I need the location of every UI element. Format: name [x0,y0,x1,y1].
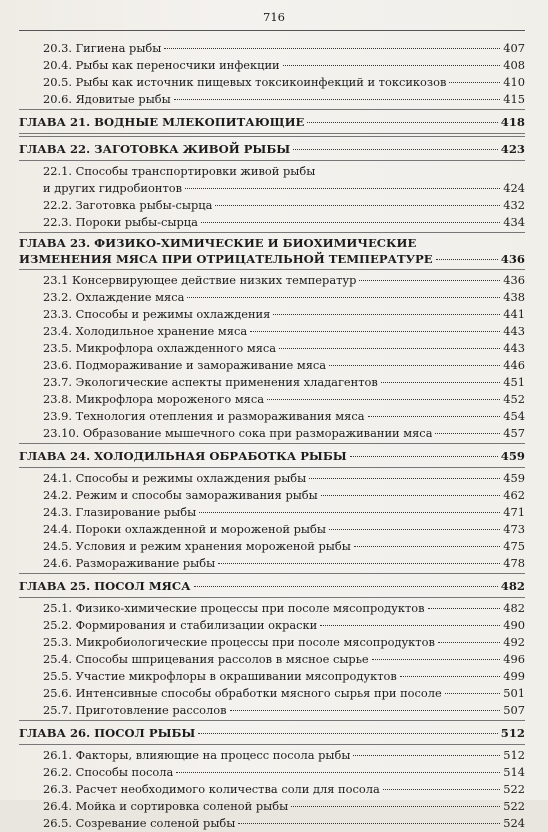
dot-leader [309,478,500,479]
toc-entry-title: 22.3. Пороки рыбы-сырца [43,215,198,229]
toc-section-row [19,521,525,538]
dot-leader [372,659,500,660]
toc-page-number: 522 [503,799,525,813]
toc-section-row [19,781,525,798]
chapter-separator [19,269,525,270]
toc-entry-title: 20.3. Гигиена рыбы [43,41,162,55]
dot-leader [428,608,500,609]
chapter-separator [19,232,525,233]
dot-leader [329,365,500,366]
chapter-separator [19,136,525,137]
toc-section-row [19,685,525,702]
dot-leader [174,99,500,100]
toc-page-number: 524 [503,816,525,830]
toc-section-row [19,747,525,764]
toc-page-number: 451 [503,375,525,389]
chapter-separator [19,720,525,721]
toc-page-number: 512 [500,726,525,740]
dot-leader [350,456,498,457]
toc-entry-title: 22.2. Заготовка рыбы-сырца [43,198,213,212]
toc-page-number: 459 [503,471,525,485]
dot-leader [383,789,500,790]
toc-page-number: 522 [503,782,525,796]
toc-page-number: 436 [500,252,525,266]
toc-section-row [19,214,525,231]
dot-leader [329,529,500,530]
toc-section-row [19,408,525,425]
toc-entry-title: 20.6. Ядовитые рыбы [43,92,171,106]
toc-page-number: 446 [503,358,525,372]
toc-page-number: 482 [503,601,525,615]
toc-entry-title: 25.1. Физико-химические процессы при посоле мясопродуктов [43,601,425,615]
toc-section-row [19,668,525,685]
toc-page-number: 436 [503,273,525,287]
dot-leader [321,495,500,496]
toc-entry-title: 23.1 Консервирующее действие низких температур [43,273,357,287]
toc-section-row [19,272,525,289]
toc-section-row [19,57,525,74]
toc-page-number: 443 [503,324,525,338]
toc-section-row [19,197,525,214]
toc-page-number: 462 [503,488,525,502]
toc-section-row [19,600,525,617]
dot-leader [353,755,500,756]
table-of-contents [19,40,525,832]
toc-section-row [19,798,525,815]
dot-leader [194,586,498,587]
toc-entry-title: 25.5. Участие микрофлоры в окрашивании мясопродуктов [43,669,397,683]
toc-page-number: 407 [503,41,525,55]
toc-page-number: 459 [500,449,525,463]
toc-entry-title: 26.3. Расчет необходимого количества соли для посола [43,782,380,796]
dot-leader [215,205,500,206]
toc-entry-title: 23.6. Подмораживание и замораживание мяса [43,358,327,372]
toc-entry-title: ГЛАВА 24. ХОЛОДИЛЬНАЯ ОБРАБОТКА РЫБЫ [19,449,347,463]
toc-section-row [19,357,525,374]
toc-entry-title: 25.2. Формирования и стабилизации окраски [43,618,318,632]
toc-entry-title: 23.8. Микрофлора мороженого мяса [43,392,265,406]
toc-page-number: 415 [503,92,525,106]
toc-section-row [19,815,525,832]
toc-chapter-row [19,139,525,159]
toc-section-row [19,91,525,108]
dot-leader [320,625,500,626]
dot-leader [238,823,500,824]
toc-entry-title: 25.6. Интенсивные способы обработки мясного сырья при посоле [43,686,442,700]
toc-section-row [19,702,525,719]
dot-leader [381,382,500,383]
toc-page-number: 482 [500,579,525,593]
toc-chapter-row [19,235,525,251]
toc-page-number: 452 [503,392,525,406]
toc-entry-title: 25.7. Приготовление рассолов [43,703,227,717]
toc-entry-title: ГЛАВА 21. ВОДНЫЕ МЛЕКОПИТАЮЩИЕ [19,115,305,129]
toc-section-row [19,425,525,442]
toc-entry-title: 24.6. Размораживание рыбы [43,556,216,570]
toc-page-number: 432 [503,198,525,212]
toc-entry-title: 26.5. Созревание соленой рыбы [43,816,236,830]
toc-entry-title: 26.2. Способы посола [43,765,174,779]
chapter-separator [19,160,525,161]
dot-leader [218,563,500,564]
toc-entry-title: 25.4. Способы шприцевания рассолов в мясное сырье [43,652,369,666]
dot-leader [201,222,500,223]
toc-section-row [19,289,525,306]
dot-leader [164,48,500,49]
toc-page-number: 408 [503,58,525,72]
toc-page-number: 501 [503,686,525,700]
dot-leader [283,65,500,66]
toc-entry-title: 24.3. Глазирование рыбы [43,505,197,519]
dot-leader [250,331,500,332]
toc-chapter-row [19,251,525,268]
toc-page-number: 471 [503,505,525,519]
dot-leader [198,733,497,734]
chapter-separator [19,573,525,574]
toc-entry-title: 23.5. Микрофлора охлажденного мяса [43,341,277,355]
toc-section-row [19,374,525,391]
toc-section-row [19,306,525,323]
chapter-separator [19,133,525,134]
toc-page-number: 475 [503,539,525,553]
toc-entry-title: ГЛАВА 26. ПОСОЛ РЫБЫ [19,726,196,740]
toc-section-row [19,180,525,197]
toc-entry-title: 23.9. Технология отепления и размораживания мяса [43,409,365,423]
toc-section-row [19,323,525,340]
toc-entry-title: 23.3. Способы и режимы охлаждения [43,307,271,321]
dot-leader [293,149,498,150]
toc-section-row [19,74,525,91]
top-rule [19,30,525,31]
toc-chapter-row [19,112,525,132]
toc-page-number: 507 [503,703,525,717]
toc-section-row [19,163,525,180]
chapter-separator [19,597,525,598]
dot-leader [273,314,500,315]
toc-page-number: 512 [503,748,525,762]
toc-section-row [19,764,525,781]
dot-leader [185,188,500,189]
toc-page-number: 490 [503,618,525,632]
dot-leader [187,297,500,298]
toc-section-row [19,538,525,555]
toc-page-number: 473 [503,522,525,536]
dot-leader [400,676,500,677]
dot-leader [267,399,500,400]
toc-entry-title: 20.5. Рыбы как источник пищевых токсикоинфекций и токсикозов [43,75,447,89]
toc-section-row [19,651,525,668]
dot-leader [230,710,500,711]
toc-page-number: 454 [503,409,525,423]
toc-entry-title: 23.10. Образование мышечного сока при размораживании мяса [43,426,433,440]
toc-page-number: 499 [503,669,525,683]
toc-page-number: 410 [503,75,525,89]
toc-entry-title: 23.2. Охлаждение мяса [43,290,185,304]
dot-leader [354,546,500,547]
toc-chapter-row [19,446,525,466]
toc-entry-title: 26.1. Факторы, влияющие на процесс посола рыбы [43,748,351,762]
toc-chapter-row [19,576,525,596]
toc-page-number: 423 [500,142,525,156]
dot-leader [449,82,500,83]
dot-leader [307,122,497,123]
dot-leader [435,433,500,434]
dot-leader [368,416,500,417]
dot-leader [291,806,500,807]
toc-entry-title: 20.4. Рыбы как переносчики инфекции [43,58,280,72]
toc-section-row [19,555,525,572]
dot-leader [438,642,500,643]
toc-entry-title: 23.7. Экологические аспекты применения хладагентов [43,375,378,389]
toc-entry-title: 23.4. Холодильное хранение мяса [43,324,248,338]
dot-leader [445,693,500,694]
toc-section-row [19,391,525,408]
toc-page-number: 418 [500,115,525,129]
toc-page-number: 441 [503,307,525,321]
toc-page-number: 443 [503,341,525,355]
toc-entry-title: 25.3. Микробиологические процессы при посоле мясопродуктов [43,635,435,649]
dot-leader [199,512,500,513]
page-number: 716 [263,10,285,24]
dot-leader [279,348,500,349]
toc-entry-title: ГЛАВА 25. ПОСОЛ МЯСА [19,579,191,593]
toc-page-number: 438 [503,290,525,304]
toc-page-number: 424 [503,181,525,195]
toc-entry-title: 24.4. Пороки охлажденной и мороженой рыбы [43,522,326,536]
toc-section-row [19,487,525,504]
toc-entry-title: и других гидробионтов [43,181,183,195]
toc-entry-title: ГЛАВА 22. ЗАГОТОВКА ЖИВОЙ РЫБЫ [19,142,291,156]
chapter-separator [19,109,525,110]
toc-entry-title: 24.5. Условия и режим хранения мороженой рыбы [43,539,351,553]
toc-entry-title: 22.1. Способы транспортировки живой рыбы [43,164,316,178]
toc-section-row [19,470,525,487]
toc-section-row [19,634,525,651]
toc-entry-title: ГЛАВА 23. ФИЗИКО-ХИМИЧЕСКИЕ И БИОХИМИЧЕСКИЕ [19,236,417,250]
dot-leader [176,772,500,773]
dot-leader [359,280,500,281]
toc-section-row [19,617,525,634]
toc-page-number: 496 [503,652,525,666]
toc-entry-title: 24.1. Способы и режимы охлаждения рыбы [43,471,307,485]
toc-section-row [19,40,525,57]
dot-leader [436,259,498,260]
chapter-separator [19,744,525,745]
toc-entry-title: 24.2. Режим и способы замораживания рыбы [43,488,318,502]
toc-section-row [19,504,525,521]
toc-page-number: 492 [503,635,525,649]
toc-chapter-row [19,723,525,743]
chapter-separator [19,467,525,468]
toc-page-number: 457 [503,426,525,440]
chapter-separator [19,443,525,444]
toc-page-number: 434 [503,215,525,229]
toc-entry-title: ИЗМЕНЕНИЯ МЯСА ПРИ ОТРИЦАТЕЛЬНОЙ ТЕМПЕРАТУРЕ [19,252,433,266]
toc-entry-title: 26.4. Мойка и сортировка соленой рыбы [43,799,289,813]
toc-page-number: 514 [503,765,525,779]
toc-page-number: 478 [503,556,525,570]
toc-section-row [19,340,525,357]
